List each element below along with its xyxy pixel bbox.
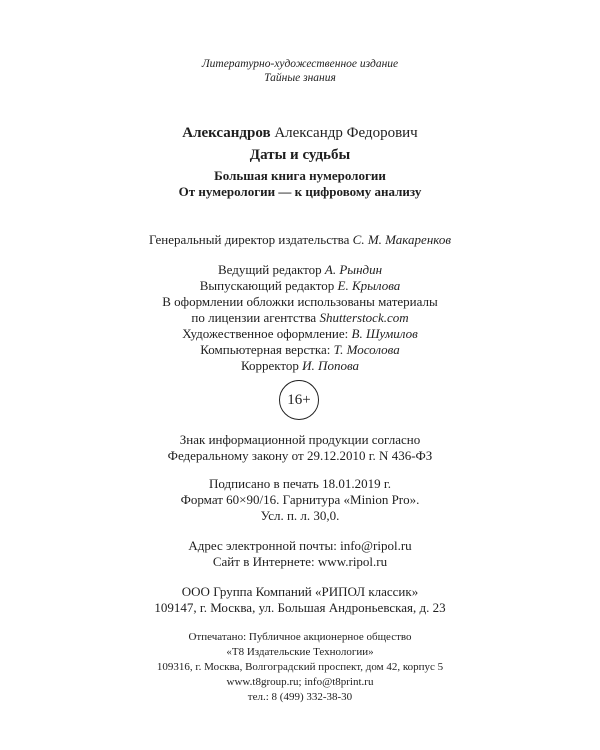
lead-editor-line (0, 262, 600, 278)
general-director-name: С. М. Макаренков (352, 232, 452, 247)
email-line: Адрес электронной почты: info@ripol.ru (188, 538, 412, 553)
layout-name: Т. Мосолова (333, 342, 400, 357)
issuing-editor-line (0, 278, 600, 294)
book-subtitle-2: От нумерологии — к цифровому анализу (178, 184, 422, 199)
lead-editor-label: Ведущий редактор (217, 262, 322, 277)
proofreader-line (0, 358, 600, 374)
general-director-label: Генеральный директор издательства (148, 232, 350, 247)
author-line (0, 124, 600, 142)
printer-address: 109316, г. Москва, Волгоградский проспект, дом 42, корпус 5 (156, 661, 444, 673)
book-subtitle-1: Большая книга нумерологии (214, 168, 386, 183)
age-notice-line-1: Знак информационной продукции согласно (179, 432, 421, 447)
printer-line-2: «Т8 Издательские Технологии» (226, 646, 374, 658)
cover-agency-prefix: по лицензии агентства (191, 310, 317, 325)
art-design-label: Художественное оформление: (182, 326, 349, 341)
cover-materials-line: В оформлении обложки использованы материалы (162, 294, 438, 309)
printer-phone: тел.: 8 (499) 332-38-30 (247, 691, 353, 703)
author-surname: Александров (182, 125, 271, 141)
lead-editor-name: А. Рындин (324, 262, 383, 277)
author-given: Александр Федорович (274, 125, 418, 141)
age-notice-line-2: Федеральному закону от 29.12.2010 г. N 436-ФЗ (167, 448, 433, 463)
printed-sheets: Усл. п. л. 30,0. (260, 508, 340, 523)
layout-label: Компьютерная верстка: (200, 342, 331, 357)
issuing-editor-name: Е. Крылова (337, 278, 401, 293)
series-type: Литературно-художественное издание (201, 58, 399, 70)
series-name: Тайные знания (264, 72, 336, 84)
art-design-line (0, 326, 600, 342)
publisher-name: ООО Группа Компаний «РИПОЛ классик» (181, 584, 419, 599)
publisher-address: 109147, г. Москва, ул. Большая Андроньевская, д. 23 (154, 600, 446, 615)
signed-to-print: Подписано в печать 18.01.2019 г. (209, 476, 391, 491)
format-line: Формат 60×90/16. Гарнитура «Minion Pro». (180, 492, 420, 507)
website-line: Сайт в Интернете: www.ripol.ru (212, 554, 388, 569)
proofreader-label: Корректор (240, 358, 299, 373)
printer-web: www.t8group.ru; info@t8print.ru (226, 676, 374, 688)
age-rating-badge: 16+ (279, 380, 319, 420)
layout-line (0, 342, 600, 358)
art-design-name: В. Шумилов (351, 326, 418, 341)
proofreader-name: И. Попова (302, 358, 360, 373)
printer-line-1: Отпечатано: Публичное акционерное общество (188, 631, 412, 643)
issuing-editor-label: Выпускающий редактор (199, 278, 335, 293)
general-director-line (0, 232, 600, 248)
book-title: Даты и судьбы (249, 147, 351, 163)
cover-agency-name: Shutterstock.com (319, 310, 409, 325)
cover-agency-line (0, 310, 600, 326)
